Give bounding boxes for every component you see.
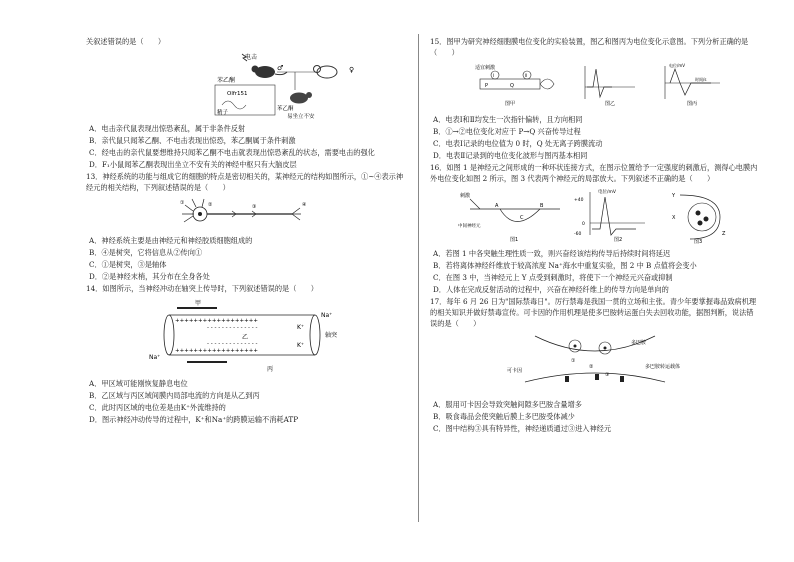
rat-experiment-figure (127, 50, 367, 120)
meter-ii: Ⅱ (525, 73, 527, 78)
column-divider (418, 34, 419, 522)
neuron-diagram (172, 196, 322, 232)
stim-label: 适宜刺激 (475, 65, 496, 71)
q16-option-d[interactable]: D．人体在完成反射活动的过程中，兴奋在神经纤维上的传导方向是单向的 (433, 285, 669, 294)
q17-option-b[interactable]: B．吸食毒品会使突触后膜上多巴胺受体减少 (433, 412, 575, 421)
point-p: P (485, 83, 489, 89)
q14-stem: 14．如图所示，当神经冲动在轴突上传导时，下列叙述错误的是（ ） (86, 284, 318, 293)
q15-options (430, 114, 760, 162)
point-c: C (520, 215, 524, 221)
synapse-diagram (505, 332, 685, 396)
q16-figure (450, 187, 740, 245)
q12-option-d[interactable]: D．F₁小鼠闻苯乙酮表现出坐立不安有关的神经中枢只有大脑皮层 (89, 160, 297, 169)
meter-i: Ⅰ (493, 73, 495, 78)
plus-row-top: ++++++++++++++++++ (175, 318, 258, 324)
q13-option-a[interactable]: A．神经系统主要是由神经元和神经胶质细胞组成的 (89, 236, 253, 245)
q15-diagram (465, 61, 725, 111)
q12-options (86, 123, 408, 171)
svg-text:②: ② (208, 202, 213, 208)
t-label: 时间/s (695, 77, 707, 82)
point-y: Y (672, 193, 676, 199)
q13-stem: 13．神经系统的功能与组成它的细胞的特点是密切相关的，某神经元的结构如图所示，①~④表示神经元的相关结构，下列叙述错误的是（ ） (86, 172, 404, 192)
sperm-label: 精子 (217, 110, 229, 116)
q12-option-c[interactable]: C．经电击的亲代鼠要想维持只闻苯乙酮不电击就表现出惊恐紊乱的状态，需要电击的强化 (89, 148, 375, 157)
plus-row-bottom: ++++++++++++++++++ (175, 348, 258, 354)
minus-row-bottom: - - - - - - - - - - - - - - (207, 341, 258, 347)
q14-option-d[interactable]: D．图示神经冲动传导的过程中，K⁺和Na⁺的跨膜运输不消耗ATP (89, 415, 299, 424)
q16-option-b[interactable]: B．若将离体神经纤维放于较高浓度 Na⁺海水中重复实验，图 2 中 B 点值将会变小 (433, 261, 697, 270)
region-yi: 乙 (242, 334, 249, 341)
q16-options (430, 248, 760, 296)
point-b: B (540, 203, 544, 209)
mid-neuron-label: 中间神经元 (458, 224, 481, 229)
q17-options (430, 399, 760, 435)
q16-diagram (450, 187, 740, 245)
num-3: ③ (605, 372, 610, 378)
cocaine-label: 可卡因 (507, 368, 523, 374)
male-symbol: ♂ (277, 64, 284, 72)
region-jia: 甲 (195, 300, 202, 307)
q15-option-b[interactable]: B．①→②电位变化对应于 P→Q 兴奋传导过程 (433, 127, 581, 136)
q12-option-b[interactable]: B．亲代鼠只闻苯乙酮、不电击表现出惊恐，苯乙酮属于条件刺激 (89, 136, 296, 145)
fig-jia: 图甲 (505, 101, 516, 107)
q16-option-a[interactable]: A．若图 1 中各突触生理性质一致，则兴奋经该结构传导后持续时间将延迟 (433, 249, 671, 258)
olfr-label: Olfr151 (227, 91, 248, 97)
k-top: K⁺ (297, 324, 305, 331)
q14-options (86, 378, 408, 426)
q14-option-b[interactable]: B．乙区域与丙区域间膜内局部电流的方向是从乙到丙 (89, 391, 260, 400)
k-bottom: K⁺ (297, 342, 305, 349)
stim-label-16: 刺激 (460, 193, 471, 199)
num-2: ② (589, 364, 594, 370)
ylab-16: 电位/mV (598, 190, 616, 195)
minus-row-top: - - - - - - - - - - - - - - (207, 325, 258, 331)
point-x: X (672, 215, 676, 221)
na-bottom: Na⁺ (149, 354, 161, 361)
q16-option-c[interactable]: C．在图 3 中，当神经元上 Y 点受到刺激时，将使下一个神经元兴奋或抑制 (433, 273, 673, 282)
q15-option-d[interactable]: D．电表Ⅱ记录到的电位变化波形与图丙基本相同 (433, 151, 588, 160)
neuron-figure (172, 196, 322, 232)
axon-label: 轴突 (325, 332, 338, 339)
fig1-label: 图1 (510, 237, 519, 243)
q15-option-a[interactable]: A．电表Ⅰ和Ⅱ均发生一次指针偏转，且方向相同 (433, 115, 583, 124)
na-top: Na⁺ (321, 312, 333, 319)
svg-text:①: ① (180, 200, 185, 206)
region-bing: 丙 (267, 366, 274, 373)
rat-experiment-diagram (127, 50, 367, 120)
shock-label: 电击 (245, 54, 258, 61)
q12-option-a[interactable]: A．电击亲代鼠表现出惊恐紊乱，属于非条件反射 (89, 124, 246, 133)
fig2-label: 图2 (614, 237, 623, 243)
q17-option-c[interactable]: C．图中结构③具有特异性，神经递质通过③进入神经元 (433, 424, 612, 433)
q13-options (86, 235, 408, 283)
tick-60: -60 (574, 232, 582, 237)
q17-stem: 17．每年 6 月 26 日为"国际禁毒日"。厉行禁毒是我国一贯的立场和主张。青少年要掌握毒品致病机理的相关知识并做好禁毒宣传。可卡因的作用机理是使多巴胺转运蛋白失去回收功能，据图判断，说法错误的是（ ） (430, 297, 757, 328)
phenyl-label-2: 苯乙酮 (277, 106, 294, 112)
axon-diagram (147, 297, 347, 375)
q17-option-a[interactable]: A．服用可卡因会导致突触间隙多巴胺含量增多 (433, 400, 582, 409)
q14-option-a[interactable]: A．甲区域可能刚恢复静息电位 (89, 379, 188, 388)
q15-figure (465, 61, 725, 111)
q12-stem-tail: 关叙述错误的是（ ） (86, 37, 166, 46)
q13-option-b[interactable]: B．④是树突，它将信息从②传向① (89, 248, 203, 257)
ylab-mv: 电位/mV (669, 63, 685, 68)
phenyl-label: 苯乙酮 (217, 77, 236, 84)
num-1: ① (571, 358, 576, 364)
tick-0: 0 (582, 222, 585, 227)
dopamine-label: 多巴胺 (631, 340, 647, 346)
offspring-rat-icon (290, 93, 308, 104)
tick-40: +40 (574, 198, 584, 203)
fig-yi: 图乙 (605, 101, 616, 107)
point-q: Q (510, 83, 514, 89)
q15-option-c[interactable]: C．电表Ⅰ记录的电位值为 0 时，Q 处无离子跨膜流动 (433, 139, 603, 148)
right-column (430, 36, 760, 435)
female-symbol: ♀ (349, 66, 355, 74)
svg-text:③: ③ (252, 204, 257, 210)
point-a: A (495, 203, 499, 209)
q17-figure (505, 332, 685, 396)
q13-option-d[interactable]: D．②是神经末梢，其分布在全身各处 (89, 272, 210, 281)
q15-stem: 15．图甲为研究神经细胞膜电位变化的实验装置，图乙和图丙为电位变化示意图。下列分析正确的是（ ） (430, 37, 749, 57)
left-column (86, 36, 408, 426)
q16-stem: 16．如图 1 是神经元之间形成的一种环状连接方式，在图示位置给予一定强度的刺激后，测得心电膜内外电位变化如图 2 所示，图 3 代表两个神经元的局部放大。下列叙述不正确的是（ ） (430, 163, 758, 183)
fig-bing: 图丙 (687, 101, 698, 107)
q14-option-c[interactable]: C．此时丙区域的电位差是由K⁺外流维持的 (89, 403, 226, 412)
fig3-label: 图3 (694, 239, 703, 245)
transporter-label: 多巴胺转运载体 (645, 364, 681, 370)
point-z: Z (722, 231, 726, 237)
axon-figure (147, 297, 347, 375)
fear-label: 易坐立不安 (287, 114, 315, 120)
svg-text:④: ④ (302, 202, 307, 208)
q13-option-c[interactable]: C．①是树突，③是轴体 (89, 260, 167, 269)
